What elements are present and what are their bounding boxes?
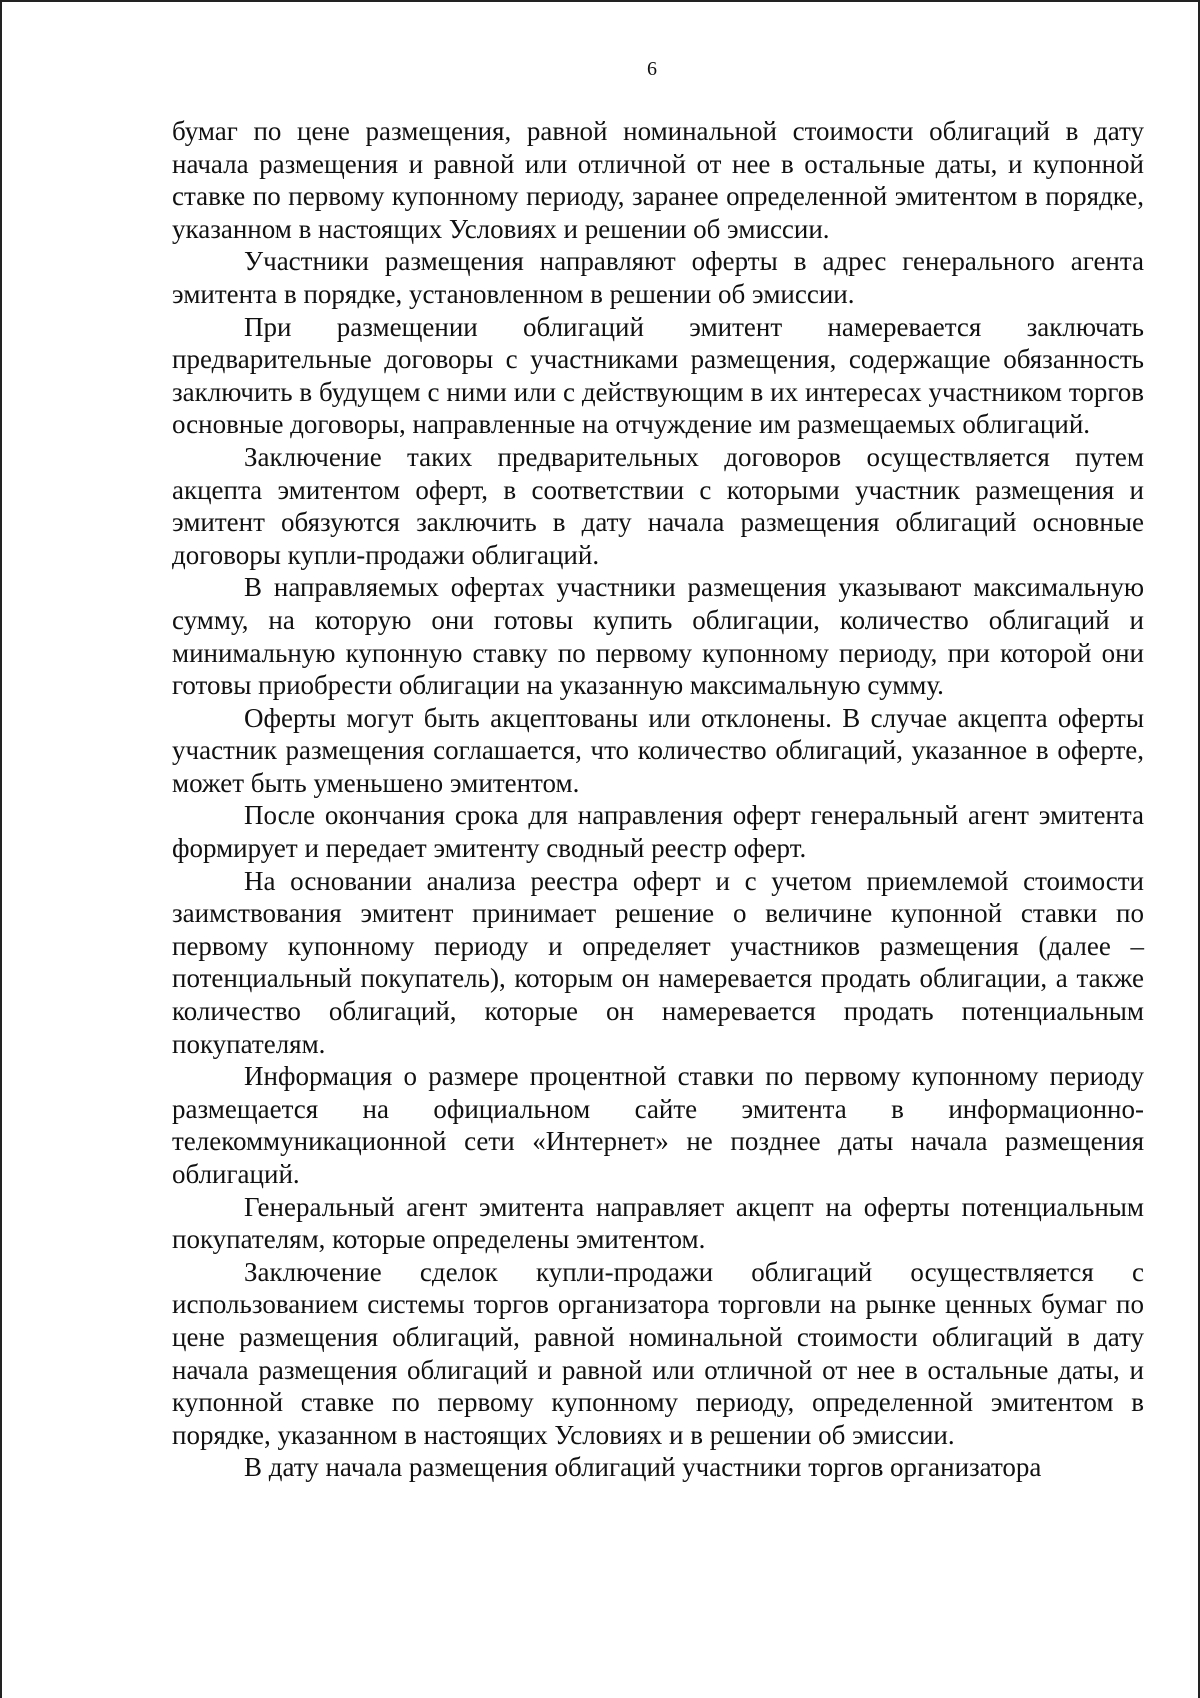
paragraph: Генеральный агент эмитента направляет акцепт на оферты потенциальным покупателям, которые определены эмитентом. (172, 1191, 1144, 1255)
paragraph: Информация о размере процентной ставки по первому купонному периоду размещается на официальном сайте эмитента в информационно-телекоммуникационной сети «Интернет» не позднее даты начала размещения облигаций. (172, 1061, 1144, 1189)
paragraph: Оферты могут быть акцептованы или отклонены. В случае акцепта оферты участник размещения соглашается, что количество облигаций, указанное в оферте, может быть уменьшено эмитентом. (172, 702, 1144, 798)
paragraph: После окончания срока для направления оферт генеральный агент эмитента формирует и передает эмитенту сводный реестр оферт. (172, 800, 1144, 864)
document-body (172, 115, 1144, 1484)
paragraph: В дату начала размещения облигаций участники торгов организатора (244, 1452, 1042, 1483)
page-number: 6 (647, 58, 657, 80)
paragraph: Участники размещения направляют оферты в адрес генерального агента эмитента в порядке, установленном в решении об эмиссии. (172, 246, 1144, 309)
paragraph: Заключение сделок купли-продажи облигаций осуществляется с использованием системы торгов организатора торговли на рынке ценных бумаг по цене размещения облигаций, равной номинальной стоимости облигаций в дату начала размещения облигаций и равной или отличной от нее в остальные даты, и купонной ставке по первому купонному периоду, определенной эмитентом в порядке, указанном в настоящих Условиях и в решении об эмиссии. (172, 1256, 1144, 1450)
paragraph: Заключение таких предварительных договоров осуществляется путем акцепта эмитентом оферт, в соответствии с которыми участник размещения и эмитент обязуются заключить в дату начала размещения облигаций основные договоры купли-продажи облигаций. (172, 441, 1144, 570)
paragraph: На основании анализа реестра оферт и с учетом приемлемой стоимости заимствования эмитент принимает решение о величине купонной ставки по первому купонному периоду и определяет участников размещения (далее – потенциальный покупатель), которым он намеревается продать облигации, а также количество облигаций, которые он намеревается продать потенциальным покупателям. (172, 865, 1144, 1059)
paragraph: бумаг по цене размещения, равной номинальной стоимости облигаций в дату начала размещения и равной или отличной от нее в остальные даты, и купонной ставке по первому купонному периоду, заранее определенной эмитентом в порядке, указанном в настоящих Условиях и решении об эмиссии. (172, 116, 1144, 244)
paragraph: При размещении облигаций эмитент намеревается заключать предварительные договоры с участниками размещения, содержащие обязанность заключить в будущем с ними или с действующим в их интересах участником торгов основные договоры, направленные на отчуждение им размещаемых облигаций. (172, 311, 1144, 440)
paragraph: В направляемых офертах участники размещения указывают максимальную сумму, на которую они готовы купить облигации, количество облигаций и минимальную купонную ставку по первому купонному периоду, при которой они готовы приобрести облигации на указанную максимальную сумму. (172, 572, 1144, 701)
